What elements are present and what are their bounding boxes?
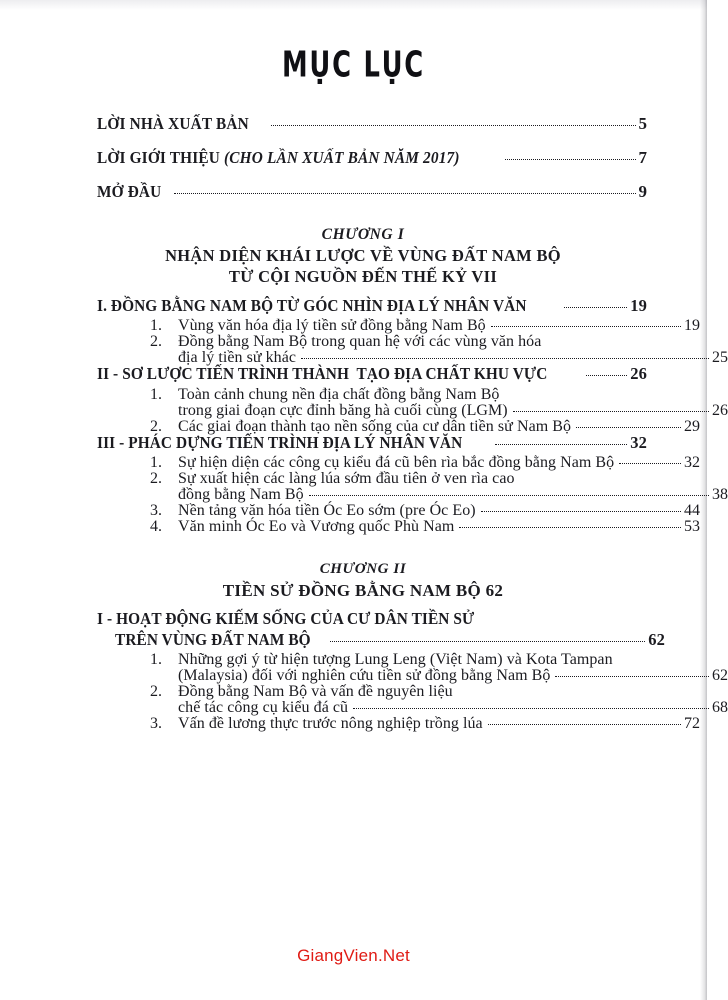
dot-leader xyxy=(488,724,681,725)
toc-item-label: (Malaysia) đối với nghiên cứu tiền sử đồng bằng Nam Bộ xyxy=(178,667,551,685)
toc-section-heading[interactable] xyxy=(97,611,647,628)
item-page-number: 44 xyxy=(684,502,700,520)
dot-leader xyxy=(481,511,681,512)
toc-entry-label: LỜI GIỚI THIỆU (CHO LẦN XUẤT BẢN NĂM 2017) xyxy=(97,148,460,167)
section-heading-label: III - PHÁC DỰNG TIẾN TRÌNH ĐỊA LÝ NHÂN VĂN xyxy=(97,432,463,452)
page-number: 9 xyxy=(638,182,647,201)
toc-front-matter-entry[interactable] xyxy=(97,183,647,200)
toc-item-label: Toàn cảnh chung nền địa chất đồng bằng Nam Bộ xyxy=(178,385,500,403)
toc-item[interactable] xyxy=(97,487,728,503)
toc-item[interactable] xyxy=(97,387,700,403)
toc-entry-label: MỞ ĐẦU xyxy=(97,182,162,201)
toc-item-number: 3. xyxy=(150,715,162,733)
page-number: 7 xyxy=(638,148,647,167)
toc-item-number: 1. xyxy=(150,317,162,335)
toc-item-label: Vùng văn hóa địa lý tiền sử đồng bằng Nam Bộ xyxy=(178,317,486,335)
toc-entry-subtitle: (CHO LẦN XUẤT BẢN NĂM 2017) xyxy=(223,148,460,167)
dot-leader xyxy=(555,676,709,677)
toc-item-label: trong giai đoạn cực đỉnh băng hà cuối cùng (LGM) xyxy=(178,401,508,419)
toc-item-label: Đồng bằng Nam Bộ và vấn đề nguyên liệu xyxy=(178,683,453,701)
page-number: 5 xyxy=(638,114,647,133)
dot-leader xyxy=(576,427,681,428)
dot-leader xyxy=(495,444,628,445)
toc-item[interactable] xyxy=(97,503,700,519)
chapter-number: CHƯƠNG II xyxy=(319,561,407,578)
toc-item[interactable] xyxy=(97,334,700,350)
toc-item-label: Văn minh Óc Eo và Vương quốc Phù Nam xyxy=(178,518,455,536)
dot-leader xyxy=(271,125,636,126)
dot-leader xyxy=(505,159,636,160)
toc-item-label: Sự hiện diện các công cụ kiểu đá cũ bên rìa bắc đồng bằng Nam Bộ xyxy=(178,454,615,472)
section-page-number: 32 xyxy=(630,432,647,452)
item-page-number: 25 xyxy=(712,349,728,367)
toc-item-label: Sự xuất hiện các làng lúa sớm đầu tiên ở ven rìa cao xyxy=(178,470,515,488)
section-heading-label: I. ĐỒNG BẰNG NAM BỘ TỪ GÓC NHÌN ĐỊA LÝ NHÂN VĂN xyxy=(97,295,527,315)
dot-leader xyxy=(619,463,681,464)
section-heading-label: I - HOẠT ĐỘNG KIẾM SỐNG CỦA CƯ DÂN TIỀN SỬ xyxy=(97,609,475,629)
toc-item-label: Nền tảng văn hóa tiền Óc Eo sớm (pre Óc Eo) xyxy=(178,502,476,520)
toc-item-label: Vấn đề lương thực trước nông nghiệp trồng lúa xyxy=(178,715,483,733)
chapter-number: CHƯƠNG I xyxy=(321,226,405,243)
toc-item-label: địa lý tiền sử khác xyxy=(178,349,297,367)
dot-leader xyxy=(330,641,645,642)
section-heading-label: II - SƠ LƯỢC TIẾN TRÌNH THÀNH TẠO ĐỊA CHẤT KHU VỰC xyxy=(97,364,548,384)
table-of-contents xyxy=(0,114,728,733)
dot-leader xyxy=(174,193,636,194)
dot-leader xyxy=(513,411,709,412)
toc-entry-label: LỜI NHÀ XUẤT BẢN xyxy=(97,114,249,133)
item-page-number: 38 xyxy=(712,486,728,504)
item-page-number: 68 xyxy=(712,699,728,717)
item-page-number: 29 xyxy=(684,417,700,435)
chapter-title-line: TIỀN SỬ ĐỒNG BẰNG NAM BỘ 62 xyxy=(222,581,504,601)
toc-item[interactable] xyxy=(97,471,700,487)
toc-item-number: 2. xyxy=(150,417,162,435)
section-heading-label: TRÊN VÙNG ĐẤT NAM BỘ xyxy=(115,629,311,649)
toc-section-heading[interactable] xyxy=(97,629,665,649)
dot-leader xyxy=(491,326,681,327)
toc-item-label: Các giai đoạn thành tạo nền sống của cư dân tiền sử Nam Bộ xyxy=(178,417,572,435)
toc-item[interactable] xyxy=(97,519,700,535)
toc-front-matter-entry[interactable] xyxy=(97,149,647,166)
toc-item-label: đồng bằng Nam Bộ xyxy=(178,486,304,504)
toc-item[interactable] xyxy=(97,455,700,471)
toc-section-heading[interactable] xyxy=(97,295,647,315)
section-page-number: 62 xyxy=(648,629,665,649)
section-page-number: 26 xyxy=(630,364,647,384)
toc-item-number: 1. xyxy=(150,454,162,472)
toc-item[interactable] xyxy=(97,700,728,716)
toc-item-number: 4. xyxy=(150,518,162,536)
toc-item[interactable] xyxy=(97,403,728,419)
toc-item[interactable] xyxy=(97,668,728,684)
dot-leader xyxy=(459,527,681,528)
dot-leader xyxy=(309,495,709,496)
toc-section-heading[interactable] xyxy=(97,432,647,452)
dot-leader xyxy=(564,307,627,308)
toc-item-label: Đồng bằng Nam Bộ trong quan hệ với các vùng văn hóa xyxy=(178,333,542,351)
item-page-number: 72 xyxy=(684,715,700,733)
item-page-number: 32 xyxy=(684,454,700,472)
item-page-number: 53 xyxy=(684,518,700,536)
toc-item-number: 2. xyxy=(150,683,162,701)
toc-item[interactable] xyxy=(97,716,700,732)
dot-leader xyxy=(353,708,709,709)
toc-front-matter-entry[interactable] xyxy=(97,115,647,132)
toc-item[interactable] xyxy=(97,684,700,700)
toc-item[interactable] xyxy=(97,652,700,668)
chapter-heading xyxy=(97,561,647,601)
toc-item-number: 2. xyxy=(150,333,162,351)
item-page-number: 26 xyxy=(712,401,728,419)
toc-item-number: 1. xyxy=(150,651,162,669)
toc-item-label: Những gợi ý từ hiện tượng Lung Leng (Việt Nam) và Kota Tampan xyxy=(178,651,613,669)
section-page-number: 19 xyxy=(630,295,647,315)
toc-item-label: chế tác công cụ kiểu đá cũ xyxy=(178,699,349,717)
toc-item-number: 1. xyxy=(150,385,162,403)
toc-item-number: 2. xyxy=(150,470,162,488)
watermark: GiangVien.Net xyxy=(297,946,410,965)
item-page-number: 19 xyxy=(684,317,700,335)
chapter-title-line: NHẬN DIỆN KHÁI LƯỢC VỀ VÙNG ĐẤT NAM BỘ xyxy=(165,246,561,265)
dot-leader xyxy=(586,375,627,376)
toc-item[interactable] xyxy=(97,318,700,334)
chapter-heading xyxy=(97,226,647,288)
dot-leader xyxy=(301,358,709,359)
item-page-number: 62 xyxy=(712,667,728,685)
page-title: MỤC LỤC xyxy=(282,44,425,87)
chapter-title-line: TỪ CỘI NGUỒN ĐẾN THẾ KỶ VII xyxy=(228,266,498,286)
toc-item-number: 3. xyxy=(150,502,162,520)
toc-section-heading[interactable] xyxy=(97,366,647,383)
